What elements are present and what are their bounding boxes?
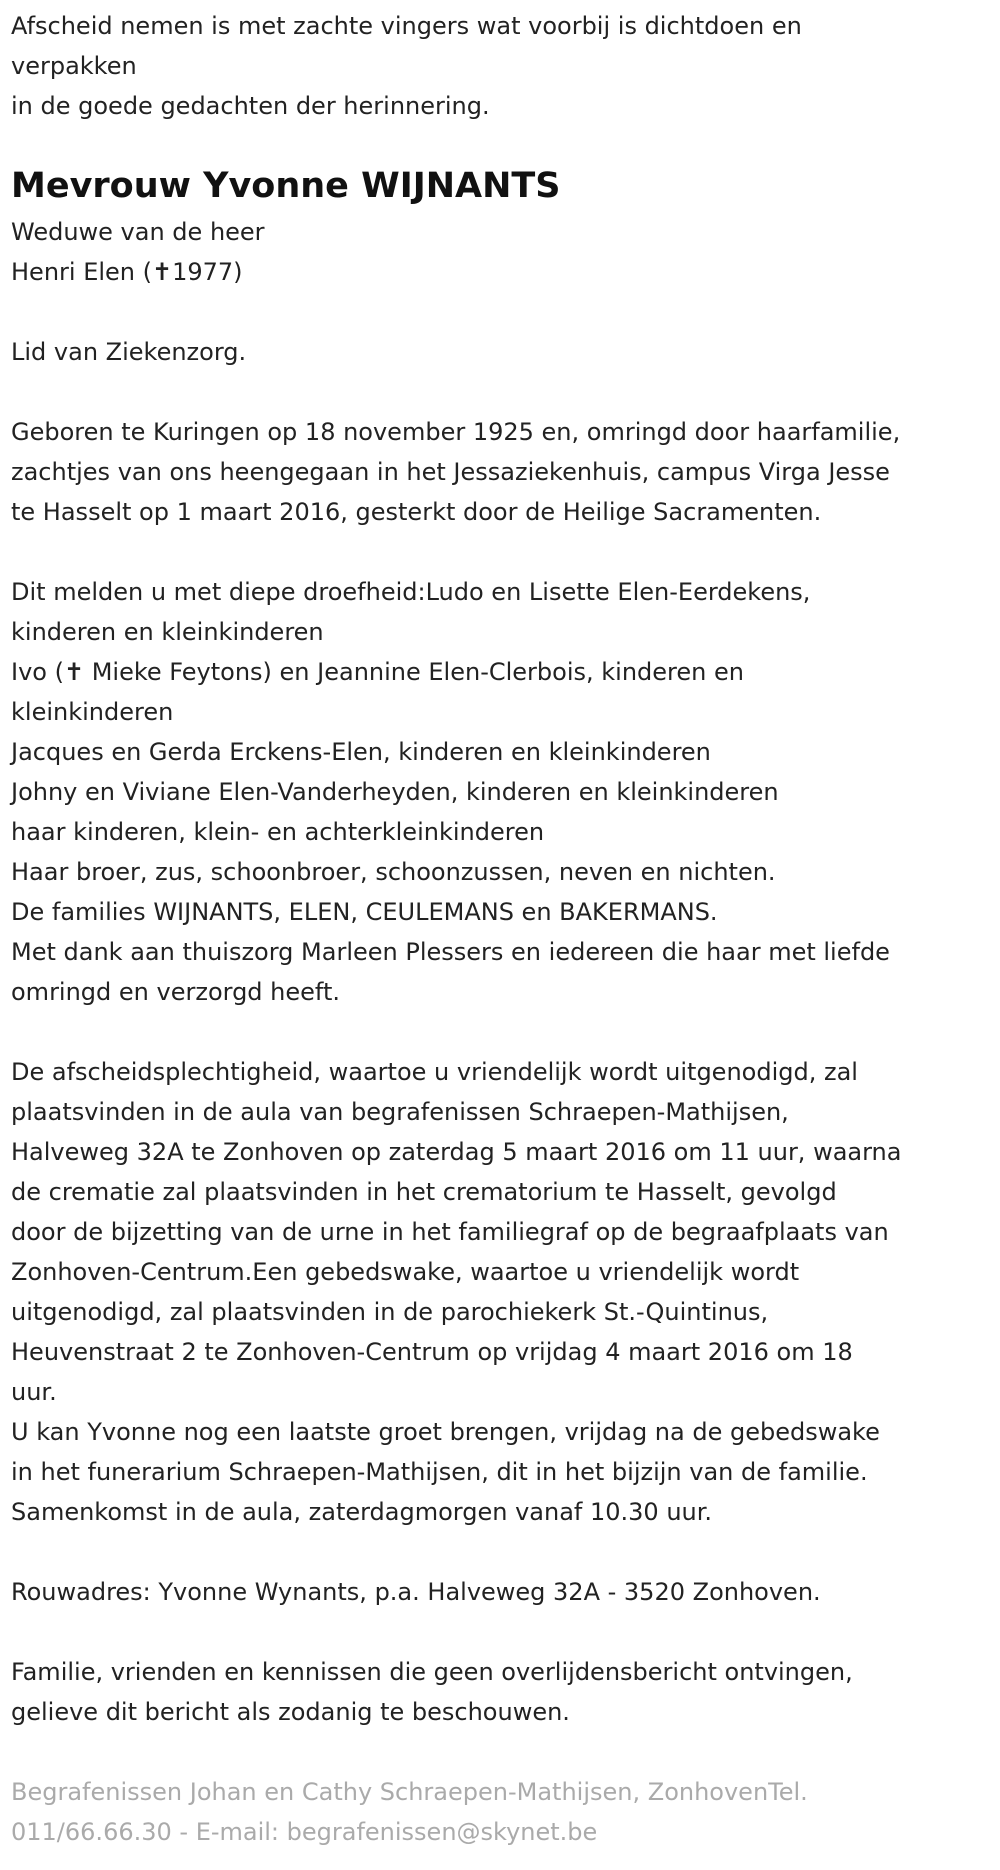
paragraph-line: Haar broer, zus, schoonbroer, schoonzussen, neven en nichten. <box>11 858 776 886</box>
paragraph-line: Heuvenstraat 2 te Zonhoven-Centrum op vrijdag 4 maart 2016 om 18 <box>11 1338 853 1366</box>
quote-line: in de goede gedachten der herinnering. <box>11 92 490 120</box>
paragraph-line: Jacques en Gerda Erckens-Elen, kinderen en kleinkinderen <box>11 738 711 766</box>
deceased-block <box>11 162 996 372</box>
paragraph-line: Geboren te Kuringen op 18 november 1925 en, omringd door haarfamilie, <box>11 418 901 446</box>
spouse-text: Henri Elen (✝1977) <box>11 258 243 286</box>
quote-line: Afscheid nemen is met zachte vingers wat voorbij is dichtdoen en <box>11 12 802 40</box>
paragraph-line: kleinkinderen <box>11 698 174 726</box>
mourning-address: Rouwadres: Yvonne Wynants, p.a. Halveweg 32A - 3520 Zonhoven. <box>11 1578 821 1606</box>
membership-text: Lid van Ziekenzorg. <box>11 338 247 366</box>
paragraph-line: Samenkomst in de aula, zaterdagmorgen vanaf 10.30 uur. <box>11 1498 713 1526</box>
paragraph-line: gelieve dit bericht als zodanig te beschouwen. <box>11 1698 570 1726</box>
paragraph-line: uitgenodigd, zal plaatsvinden in de parochiekerk St.-Quintinus, <box>11 1298 769 1326</box>
paragraph-line: Familie, vrienden en kennissen die geen overlijdensbericht ontvingen, <box>11 1658 853 1686</box>
footer-line: 011/66.66.30 - E-mail: begrafenissen@skynet.be <box>11 1818 598 1846</box>
paragraph-line: plaatsvinden in de aula van begrafenissen Schraepen-Mathijsen, <box>11 1098 789 1126</box>
paragraph-line: te Hasselt op 1 maart 2016, gesterkt door de Heilige Sacramenten. <box>11 498 822 526</box>
footer-line: Begrafenissen Johan en Cathy Schraepen-Mathijsen, ZonhovenTel. <box>11 1778 808 1806</box>
funeral-home-footer <box>11 1772 996 1852</box>
memorial-quote <box>11 0 996 126</box>
paragraph-line: Zonhoven-Centrum.Een gebedswake, waartoe u vriendelijk wordt <box>11 1258 800 1286</box>
ceremony-paragraph <box>11 1052 996 1532</box>
mourners-paragraph <box>11 572 996 1012</box>
paragraph-line: Dit melden u met diepe droefheid:Ludo en Lisette Elen-Eerdekens, <box>11 578 811 606</box>
widow-of-text: Weduwe van de heer <box>11 218 265 246</box>
paragraph-line: haar kinderen, klein- en achterkleinkinderen <box>11 818 545 846</box>
birth-death-paragraph <box>11 412 996 532</box>
paragraph-line: Ivo (✝ Mieke Feytons) en Jeannine Elen-Clerbois, kinderen en <box>11 658 744 686</box>
paragraph-line: de crematie zal plaatsvinden in het crematorium te Hasselt, gevolgd <box>11 1178 837 1206</box>
quote-line: verpakken <box>11 52 137 80</box>
paragraph-line: kinderen en kleinkinderen <box>11 618 324 646</box>
notice-paragraph <box>11 1652 996 1732</box>
paragraph-line: uur. <box>11 1378 57 1406</box>
paragraph-line: Met dank aan thuiszorg Marleen Plessers en iedereen die haar met liefde <box>11 938 890 966</box>
paragraph-line: zachtjes van ons heengegaan in het Jessaziekenhuis, campus Virga Jesse <box>11 458 890 486</box>
paragraph-line: Johny en Viviane Elen-Vanderheyden, kinderen en kleinkinderen <box>11 778 779 806</box>
deceased-name: Mevrouw Yvonne WIJNANTS <box>11 166 561 206</box>
paragraph-line: Halveweg 32A te Zonhoven op zaterdag 5 maart 2016 om 11 uur, waarna <box>11 1138 902 1166</box>
paragraph-line: De families WIJNANTS, ELEN, CEULEMANS en BAKERMANS. <box>11 898 718 926</box>
obituary-document <box>11 0 996 1852</box>
paragraph-line: omringd en verzorgd heeft. <box>11 978 340 1006</box>
address-paragraph <box>11 1572 996 1612</box>
paragraph-line: door de bijzetting van de urne in het familiegraf op de begraafplaats van <box>11 1218 889 1246</box>
paragraph-line: U kan Yvonne nog een laatste groet brengen, vrijdag na de gebedswake <box>11 1418 880 1446</box>
paragraph-line: De afscheidsplechtigheid, waartoe u vriendelijk wordt uitgenodigd, zal <box>11 1058 858 1086</box>
paragraph-line: in het funerarium Schraepen-Mathijsen, dit in het bijzijn van de familie. <box>11 1458 868 1486</box>
